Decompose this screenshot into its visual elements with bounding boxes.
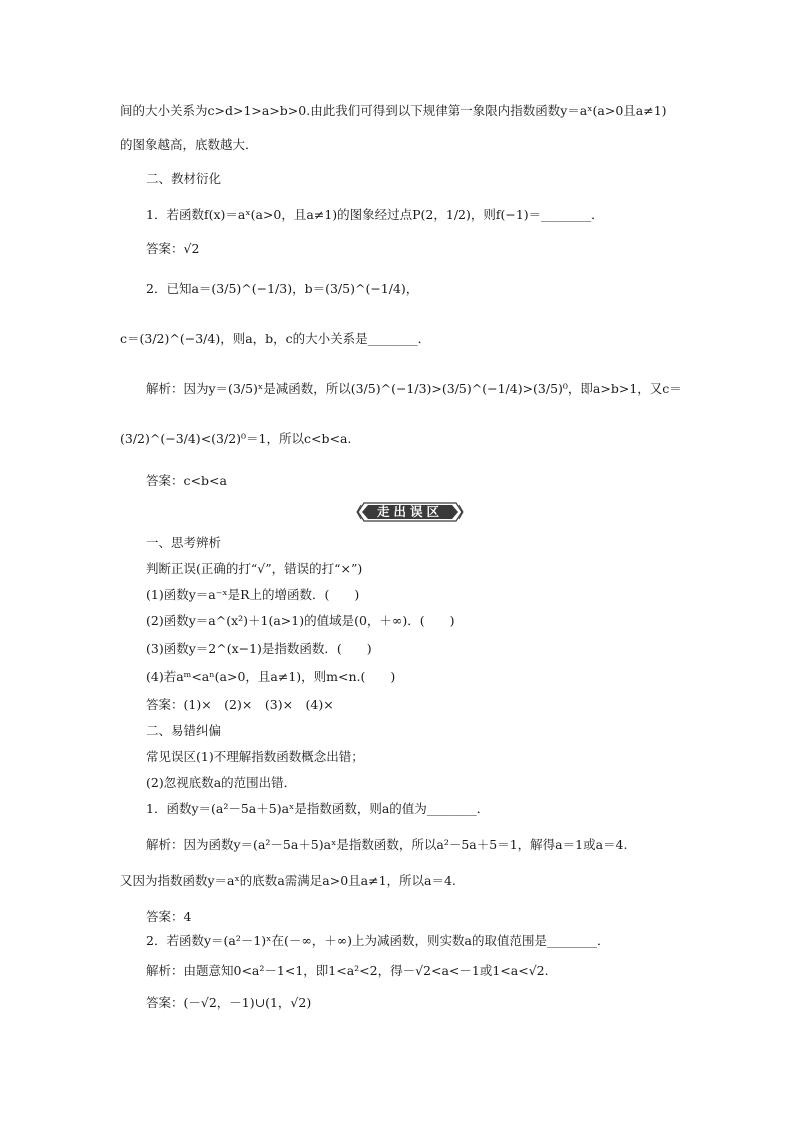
question-line: 2．若函数y＝(a²－1)ˣ在(－∞，＋∞)上为减函数，则实数a的取值范围是________． bbox=[146, 933, 610, 948]
judgment-item: (4)若aᵐ<aⁿ(a>0，且a≠1)，则m<n.( ) bbox=[146, 669, 396, 684]
paragraph-line: 间的大小关系为c>d>1>a>b>0.由此我们可得到以下规律第一象限内指数函数y＝aˣ(a>0且a≠1) bbox=[120, 103, 667, 118]
section-heading: 二、教材衍化 bbox=[146, 171, 222, 186]
question-line: 2．已知a＝(3/5)^(−1/3)，b＝(3/5)^(−1/4)， bbox=[146, 281, 419, 296]
section-banner bbox=[356, 502, 464, 522]
question-line: c＝(3/2)^(−3/4)，则a，b，c的大小关系是________． bbox=[120, 331, 431, 346]
answer-line: 答案：(1)× (2)× (3)× (4)× bbox=[146, 697, 334, 712]
answer-line: 答案：(－√2，－1)∪(1，√2) bbox=[146, 995, 312, 1010]
judgment-item: (3)函数y＝2^(x−1)是指数函数．( ) bbox=[146, 641, 372, 656]
section-heading: 二、易错纠偏 bbox=[146, 723, 222, 738]
paragraph-line: 的图象越高，底数越大． bbox=[120, 137, 258, 152]
answer-line: 答案：√2 bbox=[146, 241, 200, 256]
judgment-item: (2)函数y＝a^(x²)＋1(a>1)的值域是(0，＋∞)．( ) bbox=[146, 613, 455, 628]
question-line: 1．函数y＝(a²－5a＋5)aˣ是指数函数，则a的值为________． bbox=[146, 801, 490, 816]
answer-line: 答案：c<b<a bbox=[146, 473, 227, 488]
instruction-line: 判断正误(正确的打“√”，错误的打“×”) bbox=[146, 561, 363, 576]
solution-line: 解析：由题意知0<a²－1<1，即1<a²<2，得－√2<a<－1或1<a<√2. bbox=[146, 963, 549, 978]
judgment-item: (1)函数y＝a⁻ˣ是R上的增函数．( ) bbox=[146, 587, 360, 602]
question-line: 1．若函数f(x)＝aˣ(a>0，且a≠1)的图象经过点P(2，1/2)，则f(−1)＝________． bbox=[146, 207, 604, 222]
solution-line: 又因为指数函数y＝aˣ的底数a需满足a>0且a≠1，所以a＝4. bbox=[120, 873, 456, 888]
section-heading: 一、思考辨析 bbox=[146, 535, 222, 550]
answer-line: 答案：4 bbox=[146, 909, 192, 924]
solution-line: 解析：因为函数y＝(a²－5a＋5)aˣ是指数函数，所以a²－5a＋5＝1，解得a＝1或a＝4. bbox=[146, 837, 628, 852]
solution-line: (3/2)^(−3/4)<(3/2)⁰＝1，所以c<b<a. bbox=[120, 431, 352, 446]
solution-line: 解析：因为y＝(3/5)ˣ是减函数，所以(3/5)^(−1/3)>(3/5)^(−1/4)>(3/5)⁰，即a>b>1，又c＝ bbox=[146, 381, 682, 396]
paragraph-line: 常见误区(1)不理解指数函数概念出错； bbox=[146, 749, 364, 764]
banner-label: 走出误区 bbox=[376, 504, 443, 519]
paragraph-line: (2)忽视底数a的范围出错． bbox=[146, 775, 297, 790]
